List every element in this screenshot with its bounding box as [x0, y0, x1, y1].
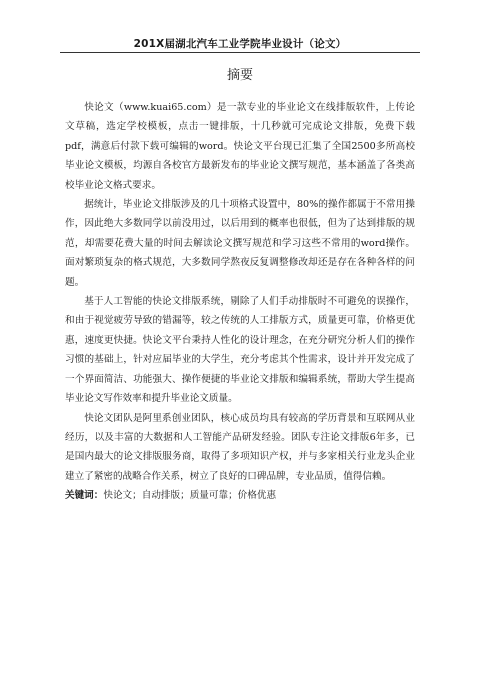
abstract-paragraph-1: 快论文（www.kuai65.com）是一款专业的毕业论文在线排版软件，上传论文草稿，选定学校模板，点击一键排版，十几秒就可完成论文排版，免费下载pdf，满意后付款下载可编辑的word。快论文平台现已汇集了全国2500多所高校毕业论文模板，均源自各校官方最新发布的毕业论文撰写规范，基本涵盖了各类高校毕业论文格式要求。 — [65, 102, 415, 191]
keywords-label: 关键词： — [65, 490, 104, 502]
abstract-body — [65, 98, 415, 506]
header-rule — [60, 52, 420, 53]
keywords-value: 快论文；自动排版；质量可靠；价格优惠 — [103, 490, 277, 502]
abstract-title: 摘要 — [226, 68, 253, 83]
abstract-paragraph-4: 快论文团队是阿里系创业团队，核心成员均具有较高的学历背景和互联网从业经历，以及丰富的大数据和人工智能产品研发经验。团队专注论文排版6年多，已是国内最大的论文排版服务商，取得了多项知识产权，并与多家相关行业龙头企业建立了紧密的战略合作关系，树立了良好的口碑品牌，专业品质，值得信赖。 — [65, 412, 415, 482]
abstract-paragraph-2: 据统计，毕业论文排版涉及的几十项格式设置中，80%的操作都属于不常用操作，因此绝大多数同学以前没用过，以后用到的概率也很低，但为了达到排版的规范，却需要花费大量的时间去解读论文撰写规范和学习这些不常用的word操作。面对繁琐复杂的格式规范，大多数同学熬夜反复调整修改却还是存在各种各样的问题。 — [65, 199, 415, 288]
running-header: 201X届湖北汽车工业学院毕业设计（论文） — [133, 38, 347, 50]
keywords-line — [65, 486, 415, 505]
abstract-paragraph-3: 基于人工智能的快论文排版系统，剔除了人们手动排版时不可避免的误操作，和由于视觉疲劳导致的错漏等，较之传统的人工排版方式，质量更可靠，价格更优惠，速度更快捷。快论文平台秉持人性化的设计理念，在充分研究分析人们的操作习惯的基础上，针对应届毕业的大学生，充分考虑其个性需求，设计并开发完成了一个界面简洁、功能强大、操作便捷的毕业论文排版和编辑系统，帮助大学生提高毕业论文写作效率和提升毕业论文质量。 — [65, 296, 415, 405]
